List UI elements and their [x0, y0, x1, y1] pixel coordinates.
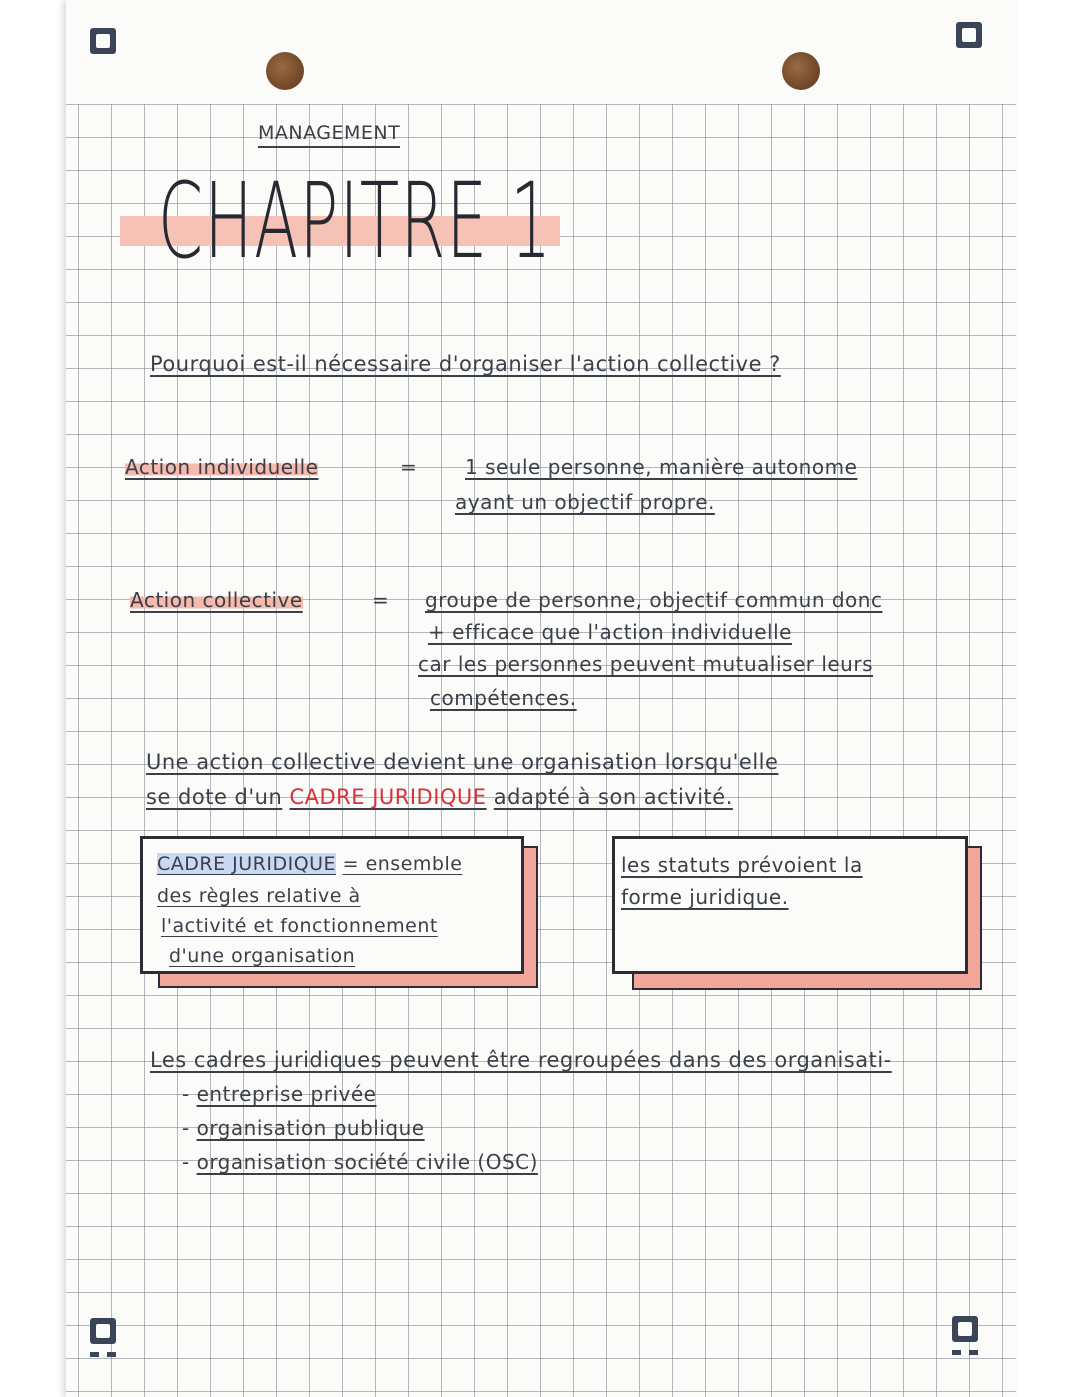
- list-dash: -: [182, 1150, 197, 1174]
- punch-hole-left: [266, 52, 304, 90]
- corner-marker-bottom-left-icon: [90, 1318, 116, 1344]
- corner-marker-top-left-icon: [90, 28, 116, 54]
- corner-marker-dots: [952, 1350, 978, 1355]
- definition-line: groupe de personne, objectif commun donc: [425, 588, 883, 612]
- list-item-text: entreprise privée: [196, 1082, 377, 1106]
- box-line: [157, 853, 462, 875]
- term-action-individuelle: Action individuelle: [125, 455, 319, 479]
- definition-line: 1 seule personne, manière autonome: [465, 455, 858, 479]
- term-action-collective: Action collective: [130, 588, 303, 612]
- corner-marker-dots: [90, 1352, 116, 1357]
- paper-header-margin: [66, 0, 1016, 104]
- list-dash: -: [182, 1116, 197, 1140]
- organisation-sentence-line-1: Une action collective devient une organisation lorsqu'elle: [146, 750, 779, 774]
- corner-marker-top-right-icon: [956, 22, 982, 48]
- grouping-intro: Les cadres juridiques peuvent être regroupées dans des organisati-: [150, 1048, 892, 1072]
- definition-box-cadre-juridique: [140, 836, 524, 974]
- definition-line: ayant un objectif propre.: [455, 490, 715, 514]
- list-item: [182, 1150, 538, 1174]
- list-item: [182, 1116, 425, 1140]
- definition-line: + efficace que l'action individuelle: [428, 620, 792, 644]
- keyword-cadre-juridique: CADRE JURIDIQUE: [289, 785, 487, 809]
- box-term-rest: = ensemble: [342, 853, 463, 875]
- box-line: d'une organisation: [169, 945, 356, 967]
- sentence-part: se dote d'un: [146, 785, 283, 809]
- box-line: des règles relative à: [157, 885, 361, 907]
- definition-line: car les personnes peuvent mutualiser leurs: [418, 652, 874, 676]
- list-item: [182, 1082, 376, 1106]
- box-line: l'activité et fonctionnement: [161, 915, 438, 937]
- box-line: forme juridique.: [621, 885, 789, 909]
- definition-box-statuts: [612, 836, 968, 974]
- box-line: les statuts prévoient la: [621, 853, 863, 877]
- box-term: CADRE JURIDIQUE: [157, 853, 337, 875]
- sentence-part: adapté à son activité.: [493, 785, 733, 809]
- question-line: Pourquoi est-il nécessaire d'organiser l'action collective ?: [150, 352, 781, 376]
- punch-hole-right: [782, 52, 820, 90]
- equals-sign: =: [372, 588, 390, 612]
- subject-heading: MANAGEMENT: [258, 122, 400, 148]
- organisation-sentence-line-2: [146, 785, 733, 809]
- equals-sign: =: [400, 455, 418, 479]
- corner-marker-bottom-right-icon: [952, 1316, 978, 1342]
- list-item-text: organisation société civile (OSC): [196, 1150, 538, 1174]
- chapter-title: CHAPITRE 1: [158, 160, 553, 282]
- definition-line: compétences.: [430, 686, 577, 710]
- list-item-text: organisation publique: [196, 1116, 425, 1140]
- list-dash: -: [182, 1082, 190, 1106]
